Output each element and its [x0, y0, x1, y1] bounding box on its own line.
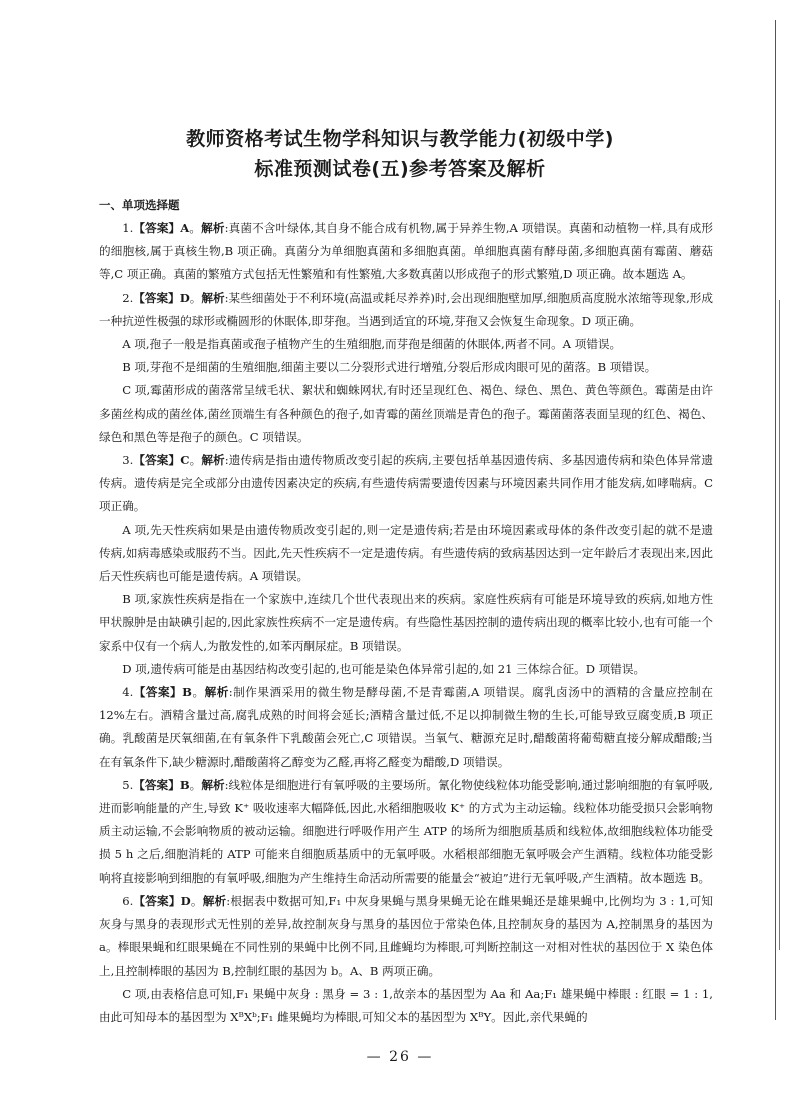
question-number: 4. — [122, 685, 134, 700]
question-answer-paragraph: 1.【答案】A。解析:真菌不含叶绿体,其自身不能合成有机物,属于异养生物,A 项错误。真菌和动植物一样,具有成形的细胞核,属于真核生物,B 项正确。真菌分为单细胞真菌和多细胞真菌。单细胞真菌有酵母菌,多细胞真菌有霉菌、蘑菇等,C 项正确。真菌的繁殖方式包括无性繁殖和有性繁殖,大多数真菌以形成孢子的形式繁殖,D 项正确。故本题选 A。 — [99, 221, 713, 282]
answer-tag: 【答案】 — [133, 893, 181, 908]
answer-tag: 【答案】 — [133, 290, 180, 305]
paragraph-text: C 项,由表格信息可知,F₁ 果蝇中灰身 : 黑身 = 3 : 1,故亲本的基因型为 Aa 和 Aa;F₁ 雄果蝇中棒眼 : 红眼 = 1 : 1,由此可知母本的基因型为 XᴮXᵇ;F₁ 雌果蝇均为棒眼,可知父本的基因型为 XᴮY。因此,亲代果蝇的 — [99, 986, 713, 1024]
analysis-tag: 解析 — [202, 893, 227, 908]
paragraph-text: 线粒体是细胞进行有氧呼吸的主要场所。氰化物使线粒体功能受影响,通过影响细胞的有氧呼吸,进而影响能量的产生,导致 K⁺ 吸收速率大幅降低,因此,水稻细胞吸收 K⁺ 的方式为主动运输。线粒体功能受损只会影响物质主动运输,不会影响物质的被动运输。细胞进行呼吸作用产生 ATP 的场所为细胞质基质和线粒体,故细胞线粒体功能受损 5 h 之后,细胞消耗的 ATP 可能来自细胞质基质中的无氧呼吸。水稻根部细胞无氧呼吸会产生酒精。线粒体功能受影响将直接影响到细胞的有氧呼吸,细胞为产生维持生命活动所需要的能量会“被迫”进行无氧呼吸,产生酒精。故本题选 B。 — [99, 777, 713, 885]
question-number: 1. — [122, 221, 134, 235]
paragraph-text: 遗传病是指由遗传物质改变引起的疾病,主要包括单基因遗传病、多基因遗传病和染色体异常遗传病。遗传病是完全或部分由遗传因素决定的疾病,有些遗传病需要遗传因素与环境因素共同作用才能发病,如哮喘病。C 项正确。 — [99, 453, 713, 514]
page-number: — 26 — — [366, 1049, 434, 1065]
question-answer-paragraph: 3.【答案】C。解析:遗传病是指由遗传物质改变引起的疾病,主要包括单基因遗传病、多基因遗传病和染色体异常遗传病。遗传病是完全或部分由遗传因素决定的疾病,有些遗传病需要遗传因素与环境因素共同作用才能发病,如哮喘病。C 项正确。 — [99, 453, 713, 514]
paragraph-text: C 项,霉菌形成的菌落常呈绒毛状、絮状和蜘蛛网状,有时还呈现红色、褐色、绿色、黑色、黄色等颜色。霉菌是由许多菌丝构成的菌丝体,菌丝顶端生有各种颜色的孢子,如青霉的菌丝顶端是青色的孢子。霉菌菌落表面呈现的红色、褐色、绿色和黑色等是孢子的颜色。C 项错误。 — [99, 383, 713, 444]
question-answer-paragraph: 6.【答案】D。解析:根据表中数据可知,F₁ 中灰身果蝇与黑身果蝇无论在雌果蝇还是雄果蝇中,比例均为 3 : 1,可知灰身与黑身的表现形式无性别的差异,故控制灰身与黑身的基因位于常染色体,且控制灰身的基因为 A,控制黑身的基因为 a。棒眼果蝇和红眼果蝇在不同性别的果蝇中比例不同,且雌蝇均为棒眼,可判断控制这一对相对性状的基因位于 X 染色体上,且控制棒眼的基因为 B,控制红眼的基因为 b。A、B 两项正确。 — [99, 893, 713, 978]
paragraph-text: 根据表中数据可知,F₁ 中灰身果蝇与黑身果蝇无论在雌果蝇还是雄果蝇中,比例均为 3 : 1,可知灰身与黑身的表现形式无性别的差异,故控制灰身与黑身的基因位于常染色体,且控制灰身的基因为 A,控制黑身的基因为 a。棒眼果蝇和红眼果蝇在不同性别的果蝇中比例不同,且雌蝇均为棒眼,可判断控制这一对相对性状的基因位于 X 染色体上,且控制棒眼的基因为 B,控制红眼的基因为 b。A、B 两项正确。 — [99, 893, 713, 978]
question-number: 2. — [122, 290, 134, 305]
paragraph-text: D 项,遗传病可能是由基因结构改变引起的,也可能是染色体异常引起的,如 21 三体综合征。D 项错误。 — [122, 661, 646, 676]
paragraph-text: A 项,孢子一般是指真菌或孢子植物产生的生殖细胞,而芽孢是细菌的休眠体,两者不同。A 项错误。 — [122, 337, 622, 352]
option-explanation-paragraph — [99, 356, 713, 379]
analysis-tag: 解析 — [201, 777, 225, 792]
title-block — [0, 124, 800, 184]
paragraph-text: A 项,先天性疾病如果是由遗传物质改变引起的,则一定是遗传病;若是由环境因素或母体的条件改变引起的就不是遗传病,如病毒感染或服药不当。因此,先天性疾病不一定是遗传病。有些遗传病的致病基因达到一定年龄后才表现出来,因此后天性疾病也可能是遗传病。A 项错误。 — [99, 522, 713, 584]
answer-body — [99, 194, 713, 1029]
answer-letter: C — [180, 453, 190, 468]
answer-letter: B — [179, 777, 190, 792]
answer-tag: 【答案】 — [133, 777, 180, 792]
paragraph-text: 某些细菌处于不利环境(高温或耗尽养养)时,会出现细胞壁加厚,细胞质高度脱水浓缩等现象,形成一种抗逆性极强的球形或椭圆形的休眠体,即芽孢。当遇到适宜的环境,芽孢又会恢复生命现象。D 项正确。 — [99, 290, 713, 328]
answer-tag: 【答案】 — [133, 221, 181, 235]
section-heading: 一、单项选择题 — [99, 198, 180, 212]
paragraph-text: B 项,芽孢不是细菌的生殖细胞,细菌主要以二分裂形式进行增殖,分裂后形成肉眼可见的菌落。B 项错误。 — [122, 360, 657, 375]
option-explanation-paragraph — [99, 658, 713, 681]
answer-tag: 【答案】 — [133, 685, 183, 700]
question-answer-paragraph: 4.【答案】B。解析:制作果酒采用的微生物是酵母菌,不是青霉菌,A 项错误。腐乳卤汤中的酒精的含量应控制在 12%左右。酒精含量过高,腐乳成熟的时间将会延长;酒精含量过低,不足以抑制微生物的生长,可能导致豆腐变质,B 项正确。乳酸菌是厌氧细菌,在有氧条件下乳酸菌会死亡,C 项错误。当氧气、糖源充足时,醋酸菌将葡萄糖直接分解成醋酸;当在有氧条件下,缺少糖源时,醋酸菌将乙醇变为乙醛,再将乙醛变为醋酸,D 项错误。 — [99, 685, 714, 769]
analysis-tag: 解析 — [201, 221, 225, 235]
analysis-tag: 解析 — [201, 453, 225, 468]
option-explanation-paragraph — [99, 379, 713, 449]
question-number: 6. — [122, 893, 134, 908]
option-explanation-paragraph — [99, 519, 713, 589]
document-title-line1: 教师资格考试生物学科知识与教学能力(初级中学) — [186, 128, 614, 150]
analysis-tag: 解析 — [201, 290, 225, 305]
option-explanation-paragraph — [99, 333, 713, 356]
answer-letter: B — [182, 685, 192, 700]
answer-tag: 【答案】 — [133, 453, 181, 468]
scan-edge-line-inner — [779, 300, 780, 950]
answer-letter: D — [179, 290, 190, 305]
option-explanation-paragraph — [99, 588, 713, 658]
question-answer-paragraph: 2.【答案】D。解析:某些细菌处于不利环境(高温或耗尽养养)时,会出现细胞壁加厚,细胞质高度脱水浓缩等现象,形成一种抗逆性极强的球形或椭圆形的休眠体,即芽孢。当遇到适宜的环境,芽孢又会恢复生命现象。D 项正确。 — [99, 290, 713, 328]
paragraph-text: 真菌不含叶绿体,其自身不能合成有机物,属于异养生物,A 项错误。真菌和动植物一样,具有成形的细胞核,属于真核生物,B 项正确。真菌分为单细胞真菌和多细胞真菌。单细胞真菌有酵母菌,多细胞真菌有霉菌、蘑菇等,C 项正确。真菌的繁殖方式包括无性繁殖和有性繁殖,大多数真菌以形成孢子的形式繁殖,D 项正确。故本题选 A。 — [99, 221, 713, 282]
answer-letter: A — [180, 221, 190, 235]
document-title-line2: 标准预测试卷(五)参考答案及解析 — [254, 158, 546, 180]
question-number: 5. — [122, 777, 134, 792]
question-answer-paragraph: 5.【答案】B。解析:线粒体是细胞进行有氧呼吸的主要场所。氰化物使线粒体功能受影响,通过影响细胞的有氧呼吸,进而影响能量的产生,导致 K⁺ 吸收速率大幅降低,因此,水稻细胞吸收 K⁺ 的方式为主动运输。线粒体功能受损只会影响物质主动运输,不会影响物质的被动运输。细胞进行呼吸作用产生 ATP 的场所为细胞质基质和线粒体,故细胞线粒体功能受损 5 h 之后,细胞消耗的 ATP 可能来自细胞质基质中的无氧呼吸。水稻根部细胞无氧呼吸会产生酒精。线粒体功能受影响将直接影响到细胞的有氧呼吸,细胞为产生维持生命活动所需要的能量会“被迫”进行无氧呼吸,产生酒精。故本题选 B。 — [99, 777, 713, 885]
option-explanation-paragraph — [99, 983, 713, 1029]
analysis-tag: 解析 — [204, 685, 229, 700]
answer-letter: D — [180, 893, 191, 908]
paragraph-text: B 项,家族性疾病是指在一个家族中,连续几个世代表现出来的疾病。家庭性疾病有可能是环境导致的疾病,如地方性甲状腺肿是由缺碘引起的,因此家族性疾病不一定是遗传病。有些隐性基因控制的遗传病出现的概率比较小,也有可能一个家系中仅有一个病人,为散发性的,如苯丙酮尿症。B 项错误。 — [99, 592, 713, 653]
paragraph-text: 制作果酒采用的微生物是酵母菌,不是青霉菌,A 项错误。腐乳卤汤中的酒精的含量应控制在 12%左右。酒精含量过高,腐乳成熟的时间将会延长;酒精含量过低,不足以抑制微生物的生长,可能导致豆腐变质,B 项正确。乳酸菌是厌氧细菌,在有氧条件下乳酸菌会死亡,C 项错误。当氧气、糖源充足时,醋酸菌将葡萄糖直接分解成醋酸;当在有氧条件下,缺少糖源时,醋酸菌将乙醇变为乙醛,再将乙醛变为醋酸,D 项错误。 — [99, 685, 714, 769]
question-number: 3. — [122, 453, 134, 468]
